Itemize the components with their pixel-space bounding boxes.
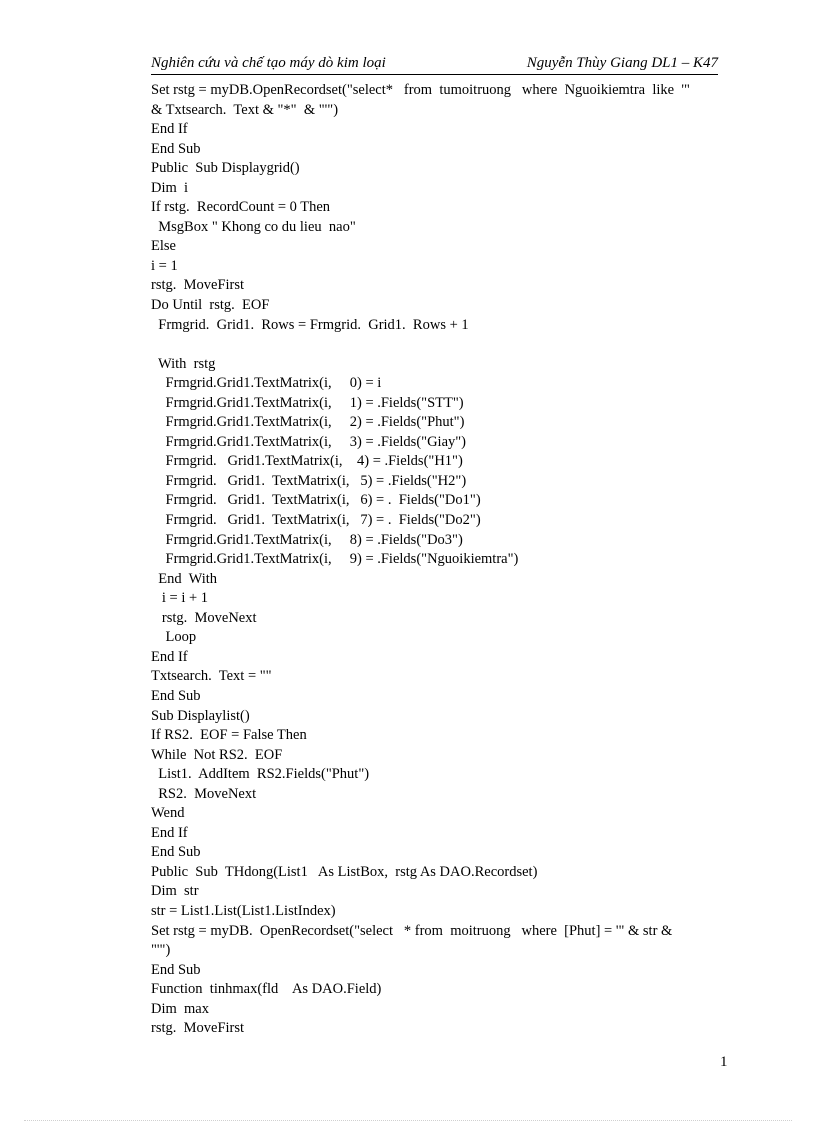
code-line: Dim max — [151, 1000, 209, 1017]
code-line: Frmgrid.Grid1.TextMatrix(i, 2) = .Fields("Phut") — [151, 414, 465, 431]
code-line: End If — [151, 648, 188, 665]
code-line: i = i + 1 — [151, 590, 209, 607]
code-line: Frmgrid.Grid1.TextMatrix(i, 3) = .Fields("Giay") — [151, 433, 466, 450]
code-line: Function tinhmax(fld As DAO.Field) — [151, 981, 382, 998]
code-line: End Sub — [151, 687, 201, 704]
code-line: Frmgrid.Grid1.TextMatrix(i, 9) = .Fields("Nguoikiemtra") — [151, 551, 519, 568]
header-author: Nguyễn Thùy Giang DL1 – K47 — [526, 55, 718, 71]
code-line: Set rstg = myDB.OpenRecordset("select* from tumoitruong where Nguoikiemtra like '" — [151, 82, 690, 98]
header-title: Nghiên cứu và chế tạo máy dò kim loại — [151, 55, 386, 71]
code-line: rstg. MoveFirst — [151, 1020, 245, 1037]
code-line: Set rstg = myDB. OpenRecordset("select * from moitruong where [Phut] = '" & str & — [151, 922, 673, 939]
code-line: Wend — [151, 805, 185, 822]
code-line: "'") — [151, 942, 171, 959]
page-bottom-divider — [24, 1120, 792, 1121]
code-line: End Sub — [151, 844, 201, 861]
code-line: rstg. MoveNext — [151, 609, 257, 626]
code-line: Public Sub THdong(List1 As ListBox, rstg As DAO.Recordset) — [151, 863, 538, 880]
code-line: If RS2. EOF = False Then — [151, 727, 307, 744]
code-line: Txtsearch. Text = "" — [151, 668, 272, 685]
code-line: Dim i — [151, 179, 189, 196]
code-line: Sub Displaylist() — [151, 707, 250, 724]
code-line: With rstg — [151, 355, 216, 372]
code-line: Public Sub Displaygrid() — [151, 160, 300, 177]
code-line: Do Until rstg. EOF — [151, 297, 270, 314]
code-line: End If — [151, 121, 188, 138]
code-line: End Sub — [151, 961, 201, 978]
code-line — [151, 335, 721, 355]
code-line: i = 1 — [151, 257, 178, 274]
code-line: RS2. MoveNext — [151, 785, 257, 802]
code-line: End With — [151, 570, 218, 587]
code-line: & Txtsearch. Text & "*" & "'") — [151, 101, 339, 118]
page-number: 1 — [720, 1054, 728, 1070]
code-line: Frmgrid.Grid1.TextMatrix(i, 8) = .Fields("Do3") — [151, 531, 463, 548]
code-line: rstg. MoveFirst — [151, 277, 245, 294]
code-line: Frmgrid.Grid1.TextMatrix(i, 0) = i — [151, 375, 382, 392]
code-line: Frmgrid. Grid1. TextMatrix(i, 5) = .Fields("H2") — [151, 472, 467, 489]
code-line: Frmgrid. Grid1. Rows = Frmgrid. Grid1. Rows + 1 — [151, 316, 469, 333]
code-line: End If — [151, 824, 188, 841]
code-line: Loop — [151, 629, 197, 646]
code-line: List1. AddItem RS2.Fields("Phut") — [151, 766, 370, 783]
code-line: MsgBox " Khong co du lieu nao" — [151, 218, 356, 235]
code-line: Dim str — [151, 883, 199, 900]
code-listing — [151, 81, 721, 1039]
code-line: If rstg. RecordCount = 0 Then — [151, 199, 331, 216]
code-line: Frmgrid. Grid1.TextMatrix(i, 4) = .Fields("H1") — [151, 453, 463, 470]
code-line: While Not RS2. EOF — [151, 746, 283, 763]
code-line: Frmgrid. Grid1. TextMatrix(i, 7) = . Fields("Do2") — [151, 512, 481, 529]
code-line: str = List1.List(List1.ListIndex) — [151, 902, 336, 919]
code-line: Frmgrid.Grid1.TextMatrix(i, 1) = .Fields("STT") — [151, 394, 464, 411]
code-line: End Sub — [151, 140, 201, 157]
code-line: Frmgrid. Grid1. TextMatrix(i, 6) = . Fields("Do1") — [151, 492, 481, 509]
page-header — [151, 54, 718, 75]
code-line: Else — [151, 238, 176, 255]
